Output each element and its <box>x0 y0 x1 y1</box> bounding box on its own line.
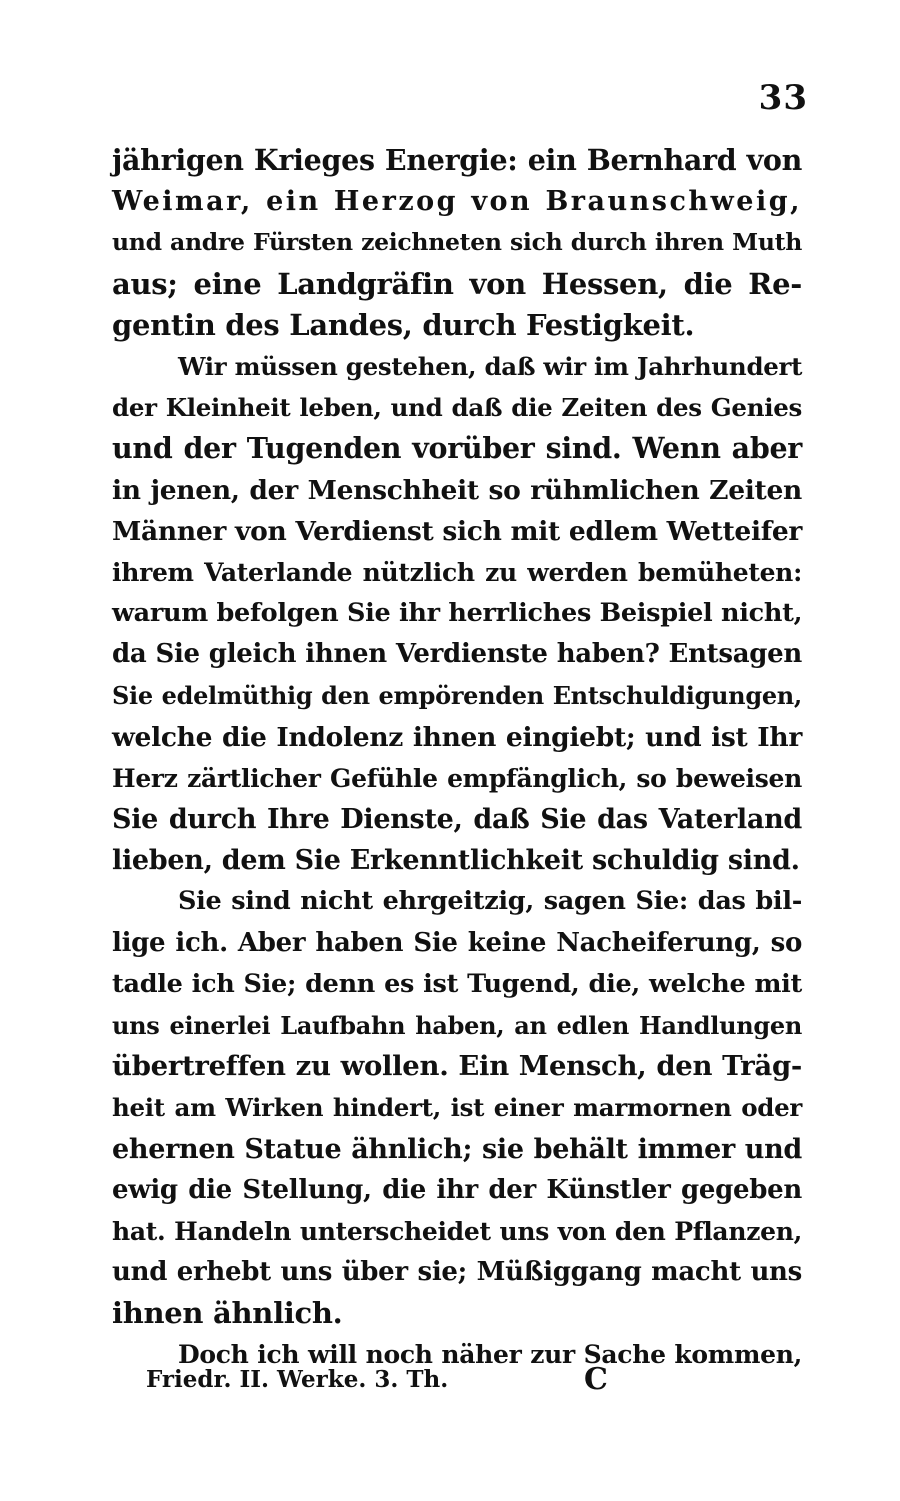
text-line: ihrem Vaterlande nützlich zu werden bemüheten: <box>112 557 802 587</box>
text-line: welche die Indolenz ihnen eingiebt; und ist Ihr <box>112 721 802 753</box>
text-line: und der Tugenden vorüber sind. Wenn aber <box>112 431 802 466</box>
text-line: lieben, dem Sie Erkenntlichkeit schuldig sind. <box>112 845 800 877</box>
text-line: Männer von Verdienst sich mit edlem Wetteifer <box>112 515 803 547</box>
text-line: Sie durch Ihre Dienste, daß Sie das Vaterland <box>112 804 802 835</box>
page-footer <box>146 1360 626 1400</box>
text-line: lige ich. Aber haben Sie keine Nacheiferung, so <box>112 927 802 958</box>
text-line: ihnen ähnlich. <box>112 1296 343 1331</box>
text-line: und andre Fürsten zeichneten sich durch ihren Muth <box>112 228 802 257</box>
text-line: uns einerlei Laufbahn haben, an edlen Handlungen <box>112 1010 802 1040</box>
text-line: ewig die Stellung, die ihr der Künstler gegeben <box>112 1174 802 1205</box>
page-number: 33 <box>758 78 808 118</box>
text-line: da Sie gleich ihnen Verdienste haben? Entsagen <box>112 639 802 670</box>
printer-signature: Friedr. II. Werke. 3. Th. <box>146 1366 449 1393</box>
text-line: aus; eine Landgräfin von Hessen, die Re- <box>112 266 802 301</box>
body-text <box>112 140 802 1376</box>
text-line: tadle ich Sie; denn es ist Tugend, die, welche mit <box>112 968 802 999</box>
paragraph-start-line: Sie sind nicht ehrgeitzig, sagen Sie: das bil- <box>178 886 802 917</box>
text-line: übertreffen zu wollen. Ein Mensch, den Träg- <box>112 1050 802 1083</box>
text-line: jährigen Krieges Energie: ein Bernhard von <box>112 143 802 177</box>
text-line: der Kleinheit leben, und daß die Zeiten des Genies <box>112 393 802 423</box>
paragraph-start-line: Doch ich will noch näher zur Sache kommen, <box>178 1340 802 1370</box>
text-line: und erhebt uns über sie; Müßiggang macht uns <box>112 1257 802 1288</box>
text-line: Sie edelmüthig den empörenden Entschuldigungen, <box>112 681 802 711</box>
text-line: gentin des Landes, durch Festigkeit. <box>112 307 695 342</box>
text-line: in jenen, der Menschheit so rühmlichen Zeiten <box>112 474 802 506</box>
text-line: Herz zärtlicher Gefühle empfänglich, so beweisen <box>112 763 802 793</box>
text-line: Weimar, ein Herzog von Braunschweig, <box>112 186 802 218</box>
text-line: heit am Wirken hindert, ist einer marmornen oder <box>112 1093 802 1123</box>
text-line: warum befolgen Sie ihr herrliches Beispiel nicht, <box>112 598 803 629</box>
text-line: hat. Handeln unterscheidet uns von den Pflanzen, <box>112 1216 802 1246</box>
paragraph-start-line: Wir müssen gestehen, daß wir im Jahrhundert <box>178 351 803 381</box>
signature-mark: C <box>584 1362 608 1397</box>
text-line: ehernen Statue ähnlich; sie behält immer und <box>112 1133 802 1165</box>
